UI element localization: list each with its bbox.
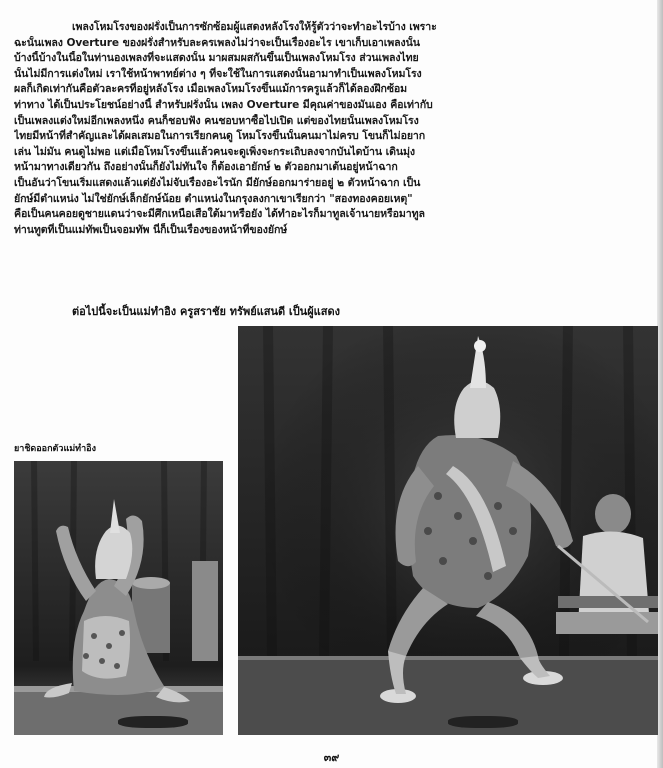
text-line: เพลงโหมโรงของฝรั่งเป็นการซักซ้อมผู้แสดงหลังโรงให้รู้ตัวว่าจะทำอะไรบ้าง เพราะ	[72, 21, 437, 33]
page-number: ๓๙	[323, 751, 340, 764]
photo-caption: ยาชิดออกตัวแม่ทำอิง	[14, 444, 96, 454]
scan-smudge	[448, 716, 518, 728]
text-line: ฉะนั้นเพลง Overture ของฝรั่งสำหรับละครเพลงไม่ว่าจะเป็นเรื่องอะไร เขาเก็บเอาเพลงนั้น	[14, 36, 420, 49]
text-line: ยักษ์มีตำแหน่ง ไม่ใช่ยักษ์เล็กยักษ์น้อย ตำแหน่งในกรุงลงกาเขาเรียกว่า "สองทองคอยเหตุ"	[14, 192, 413, 205]
text-line: ท่านทูตที่เป็นแม่ทัพเป็นจอมทัพ นี่ก็เป็นเรื่องของหน้าที่ของยักษ์	[14, 223, 288, 236]
dancer-photo-left	[14, 461, 223, 735]
text-line: เล่น ไม่มัน คนดูไม่พอ แต่เมื่อโหมโรงขึ้นแล้วคนจะดูเพิ่งจะกระเถิบลงจากบันไดบ้าน เดินมุ่ง	[14, 145, 415, 158]
dancer-photo-right	[238, 326, 658, 735]
text-line: หน้ามาทางเดียวกัน ถึงอย่างนั้นก็ยังไม่ทันใจ ก็ต้องเอายักษ์ ๒ ตัวออกมาเต้นอยู่หน้าฉาก	[14, 161, 398, 174]
text-line: คือเป็นคนคอยดูชายแดนว่าจะมีศึกเหนือเสือใต้มาหรือยัง ได้ทำอะไรก็มาทูลเจ้านายหรือมาทูล	[14, 208, 425, 221]
performer-credit: ต่อไปนี้จะเป็นแม่ทำอิง ครูสราชัย ทรัพย์แสนดี เป็นผู้แสดง	[72, 305, 340, 318]
text-line: ผลก็เกิดเท่ากันคือตัวละครที่อยู่หลังโรง เมื่อเพลงโหมโรงขึ้นแม้การครูแล้วก็ได้ลองฝึกซ้อม	[14, 83, 408, 96]
text-line: ไทยมีหน้าที่สำคัญและได้ผลเสมอในการเรียกคนดู โหมโรงขึ้นนั้นคนมาไม่ครบ โขนก็ไม่อยาก	[14, 130, 426, 143]
text-line: บ้างนี้บ้างในนี้อในท่านองเพลงที่จะแสดงนั้น มาผสมผสกันขึ้นเป็นเพลงโหมโรง ส่วนเพลงไทย	[14, 52, 419, 65]
dancer-kneeling-image	[14, 461, 223, 735]
text-line: เป็นอันว่าโขนเริ่มแสดงแล้วแต่ยังไม่จับเรื่องอะไรนัก มียักษ์ออกมาร่ายอยู่ ๒ ตัวหน้าฉาก เป็น	[14, 176, 421, 189]
text-line: ท่าทาง ได้เป็นประโยชน์อย่างนี้ สำหรับฝรั่งนั้น เพลง Overture มีคุณค่าของมันเอง คือเท่ากับ	[14, 98, 433, 111]
dancer-standing-image	[238, 326, 658, 735]
body-text	[14, 20, 644, 238]
scan-smudge	[118, 716, 188, 728]
text-line: เป็นเพลงแต่งใหม่อีกเพลงหนึ่ง คนก็ชอบฟัง คนชอบหาซื้อไปเปิด แต่ของไทยนั้นเพลงโหมโรง	[14, 114, 419, 127]
text-line: นั้นไม่มีการแต่งใหม่ เราใช้หน้าพาทย์ต่าง ๆ ที่จะใช้ในการแสดงนั้นอามาทำเป็นเพลงโหมโรง	[14, 67, 422, 80]
